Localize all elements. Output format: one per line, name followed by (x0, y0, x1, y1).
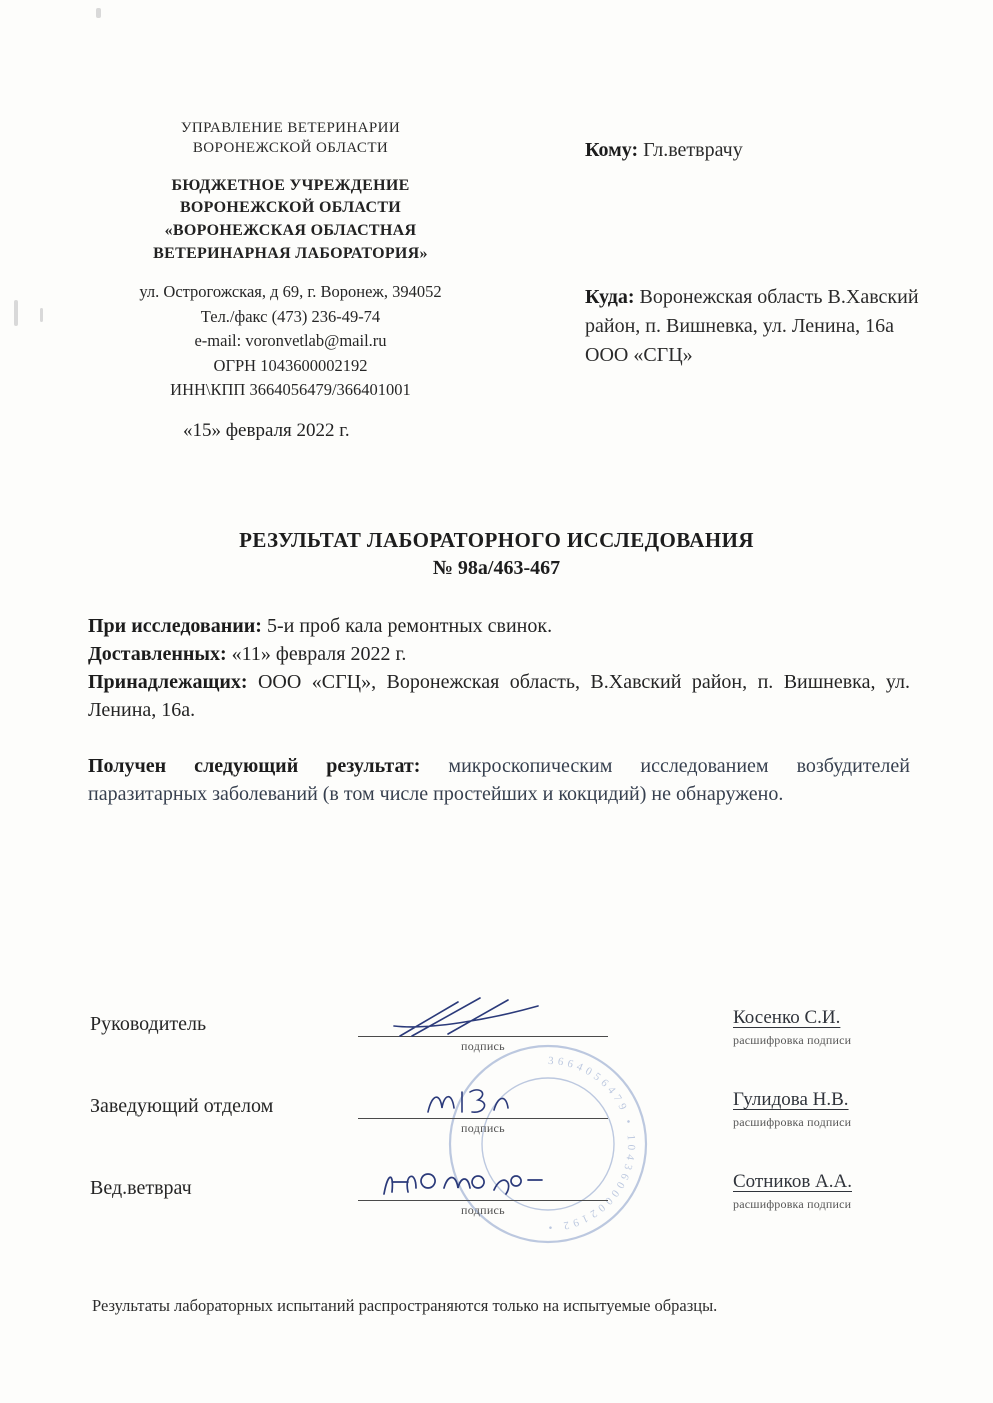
signer-name: Сотников А.А. (733, 1171, 852, 1192)
prin-value: ООО «СГЦ», Воронежская область, В.Хавский район, п. Вишневка, ул. Ленина, 16а. (88, 671, 911, 721)
signature-caption: подпись (461, 1039, 505, 1053)
dost-value: «11» февраля 2022 г. (231, 643, 407, 665)
signer-name-block (733, 1089, 938, 1136)
document-date: «15» февраля 2022 г. (183, 420, 350, 441)
signer-name-block (733, 1007, 938, 1054)
paragraph-dost (88, 640, 910, 668)
paragraph-pri (88, 612, 910, 640)
signature-caption: подпись (461, 1203, 505, 1217)
result-label: Получен следующий результат: (88, 755, 421, 777)
phone-line: Тел./факс (473) 236-49-74 (200, 306, 381, 326)
address-line: ул. Острогожская, д 69, г. Воронеж, 394052 (139, 282, 442, 302)
signer-role: Руководитель (90, 1013, 207, 1035)
title-number: № 98а/463-467 (432, 557, 561, 579)
name-caption: расшифровка подписи (733, 1115, 852, 1129)
signature-area (358, 1084, 608, 1136)
signer-name-block (733, 1171, 938, 1218)
handwritten-signature (388, 996, 558, 1040)
signature-section (90, 1002, 938, 1248)
kuda-value: Воронежская область В.Хавский район, п. Вишневка, ул. Ленина, 16а ООО «СГЦ» (585, 286, 919, 366)
email-line: e-mail: voronvetlab@mail.ru (194, 331, 387, 351)
name-caption: расшифровка подписи (733, 1033, 852, 1047)
scan-artifact (14, 300, 18, 326)
name-caption: расшифровка подписи (733, 1197, 852, 1211)
institution-name: БЮДЖЕТНОЕ УЧРЕЖДЕНИЕ ВОРОНЕЖСКОЙ ОБЛАСТИ «ВОРОНЕЖСКАЯ ОБЛАСТНАЯ ВЕТЕРИНАРНАЯ ЛАБОРАТОРИЯ» (153, 176, 428, 262)
inn-kpp-line: ИНН\КПП 3664056479/366401001 (170, 380, 411, 399)
pri-value: 5-и проб кала ремонтных свинок. (266, 615, 553, 637)
signature-line (358, 1002, 608, 1037)
signature-row (90, 1084, 938, 1136)
kuda-label: Куда: (585, 286, 635, 308)
result-value: микроскопическим исследованием возбудителей паразитарных заболеваний (в том числе простейших и кокцидий) не обнаружено. (88, 755, 910, 805)
dost-label: Доставленных: (88, 643, 227, 665)
ogrn-line: ОГРН 1043600002192 (213, 355, 368, 375)
signature-area (358, 1166, 608, 1218)
scan-artifact (40, 308, 43, 322)
signer-name: Гулидова Н.В. (733, 1089, 849, 1110)
signer-role: Вед.ветврач (90, 1177, 192, 1199)
signer-role: Заведующий отделом (90, 1095, 274, 1117)
signer-name: Косенко С.И. (733, 1007, 841, 1028)
prin-label: Принадлежащих: (88, 671, 248, 693)
stamp-ring-text: 3664056479 • 1043600002192 • (544, 1054, 638, 1234)
pri-label: При исследовании: (88, 615, 262, 637)
paragraph-result (88, 752, 910, 808)
komu-label: Кому: (585, 139, 639, 161)
recipient-komu (585, 139, 925, 162)
document-title (0, 528, 993, 580)
header-left-block (88, 118, 493, 402)
department-line: УПРАВЛЕНИЕ ВЕТЕРИНАРИИ (180, 120, 401, 136)
contact-info (88, 280, 493, 402)
handwritten-signature (418, 1082, 538, 1122)
paragraph-prin (88, 668, 910, 724)
document-body (88, 612, 910, 808)
signature-line (358, 1166, 608, 1201)
footer-disclaimer: Результаты лабораторных испытаний распространяются только на испытуемые образцы. (92, 1296, 718, 1315)
handwritten-signature (376, 1162, 556, 1204)
signature-area (358, 1002, 608, 1054)
signature-row (90, 1166, 938, 1218)
department-line: ВОРОНЕЖСКОЙ ОБЛАСТИ (192, 140, 389, 157)
komu-value: Гл.ветврачу (643, 139, 743, 161)
signature-caption: подпись (461, 1121, 505, 1135)
recipient-kuda (585, 283, 930, 370)
scan-artifact (96, 8, 101, 18)
signature-line (358, 1084, 608, 1119)
signature-row (90, 1002, 938, 1054)
title-text: РЕЗУЛЬТАТ ЛАБОРАТОРНОГО ИССЛЕДОВАНИЯ (239, 528, 754, 552)
